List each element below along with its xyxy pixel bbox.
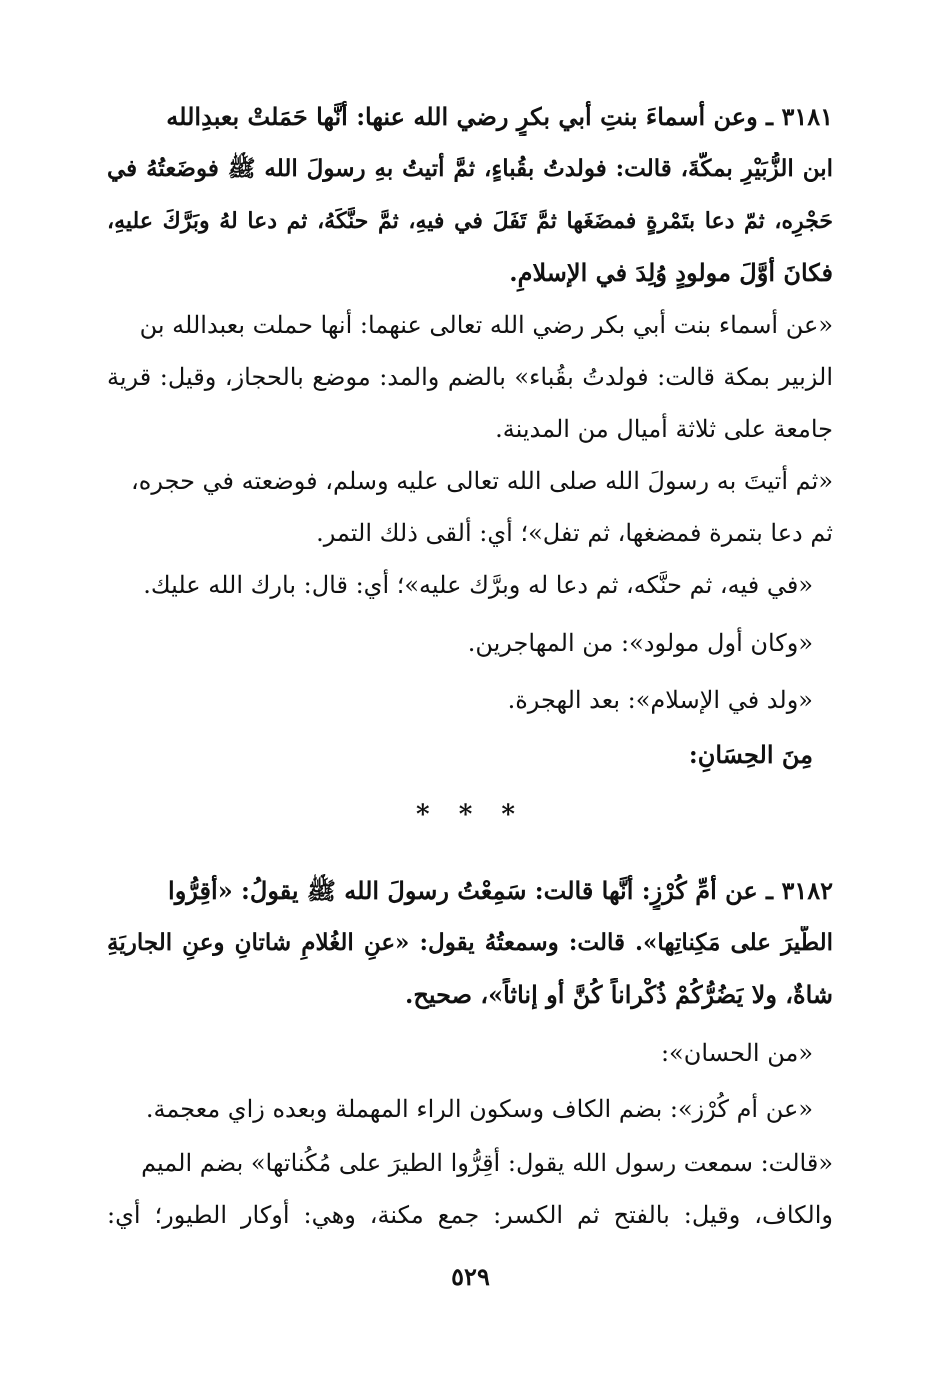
commentary-3181-para1-line-3: جامعة على ثلاثة أميال من المدينة. (495, 415, 833, 443)
hadith-3181-line-2: ابن الزُّبَيْرِ بمكَّةَ، قالت: فولدتُ بقُباءٍ، ثمَّ أتيتُ بهِ رسولَ الله ﷺ فوضَعتُهُ في (107, 155, 833, 182)
section-separator: * * * (416, 800, 525, 830)
commentary-3181-para2-line-1: «ثم أتيتَ به رسولَ الله صلى الله تعالى عليه وسلم، فوضعته في حجره، (131, 467, 833, 495)
commentary-3181-para5: «ولد في الإسلام»: بعد الهجرة. (507, 686, 813, 714)
hadith-3182-line-1: ٣١٨٢ ـ عن أمِّ كُرْزٍ: أنَّها قالت: سَمِعْتُ رسولَ الله ﷺ يقولُ: «أقِرُّوا (168, 876, 833, 905)
commentary-3182-para3-line-2: والكاف، وقيل: بالفتح ثم الكسر: جمع مكنة، وهي: أوكار الطيور؛ أي: (107, 1201, 833, 1229)
commentary-3182-para1: «من الحسان»: (660, 1039, 813, 1067)
page-number: ٥٢٩ (451, 1262, 490, 1291)
commentary-3181-para3: «في فيه، ثم حنَّكه، ثم دعا له وبرَّك عليه»؛ أي: قال: بارك الله عليك. (143, 571, 813, 599)
commentary-3182-para2: «عن أم كُرْز»: بضم الكاف وسكون الراء المهملة وبعده زاي معجمة. (145, 1095, 813, 1123)
hadith-3181-line-4: فكانَ أوَّلَ مولودٍ وُلِدَ في الإسلامِ. (509, 258, 833, 287)
commentary-3182-para3-line-1: «قالت: سمعت رسول الله يقول: أقِرُّوا الطيرَ على مُكُناتها» بضم الميم (141, 1149, 833, 1177)
commentary-3181-para2-line-2: ثم دعا بتمرة فمضغها، ثم تفل»؛ أي: ألقى ذلك التمر. (316, 519, 833, 547)
commentary-3181-para1-line-2: الزبير بمكة قالت: فولدتُ بقُباء» بالضم والمد: موضع بالحجاز، وقيل: قرية (107, 363, 833, 391)
hadith-3181-line-1: ٣١٨١ ـ وعن أسماءَ بنتِ أبي بكرٍ رضي الله عنها: أنَّها حَمَلتْ بعبدِالله (166, 102, 833, 131)
commentary-3181-para4: «وكان أول مولود»: من المهاجرين. (467, 629, 813, 657)
hadith-3182-line-3: شاةٌ، ولا يَضُرُّكُمْ ذُكْراناً كُنَّ أو إناثاً»، صحيح. (405, 980, 833, 1009)
hadith-3182-line-2: الطَّيرَ على مَكِناتِها». قالت: وسمعتُهُ يقول: «عنِ الغُلامِ شاتانِ وعنِ الجاريَةِ (107, 929, 833, 956)
section-heading-hisan: مِنَ الحِسَانِ: (688, 740, 813, 769)
commentary-3181-para1-line-1: «عن أسماء بنت أبي بكر رضي الله تعالى عنهما: أنها حملت بعبدالله بن (139, 311, 833, 339)
hadith-3181-line-3: حَجْرِه، ثمّ دعا بتَمْرةٍ فمضَغَها ثمَّ تَفَلَ في فيهِ، ثمَّ حنَّكَهُ، ثم دعا لهُ وبَرَّكَ عليهِ، (107, 208, 833, 234)
